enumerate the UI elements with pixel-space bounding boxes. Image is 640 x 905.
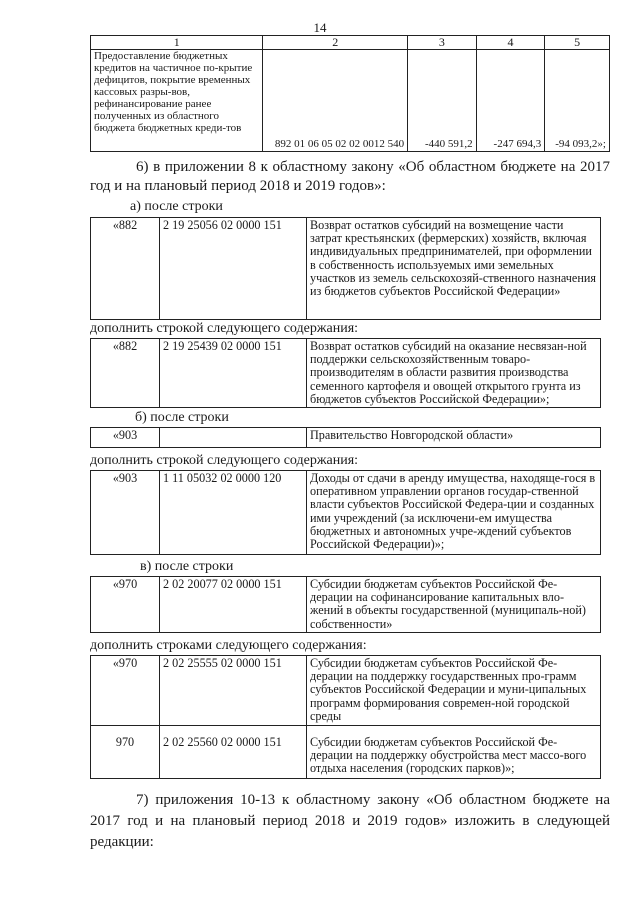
header-col-1: 1 [91, 36, 263, 50]
revenue-name: Субсидии бюджетам субъектов Российской Фе-дерации на софинансирование капитальных вло-жений в объекты государственной (муниципаль-ной) собственности» [307, 577, 601, 633]
table-row [91, 428, 601, 448]
item-7-text: 7) приложения 10-13 к областному закону «Об областном бюджете на 2017 год и на плановый период 2018 и 2019 годов» изложить в следующей редакции: [90, 792, 610, 850]
admin-code: 970 [91, 726, 160, 779]
admin-code: «903 [91, 471, 160, 555]
subitem-b-label: б) после строки [135, 410, 229, 425]
table-row [91, 50, 610, 152]
admin-code: «882 [91, 339, 160, 408]
table-row [91, 471, 601, 555]
page-number: 14 [313, 20, 327, 35]
header-col-4: 4 [476, 36, 545, 50]
revenue-code: 2 19 25056 02 0000 151 [160, 218, 307, 320]
table-v-new-rows [90, 655, 601, 779]
subitem-v-label: в) после строки [140, 559, 234, 574]
revenue-name: Возврат остатков субсидий на оказание несвязан-ной поддержки сельскохозяйственным товаро-производителям в области развития производства семенного картофеля и овощей открытого грунта из бюджетов субъектов Российской Федерации»; [307, 339, 601, 408]
revenue-name: Доходы от сдачи в аренду имущества, находяще-гося в оперативном управлении органов государ-ственной власти субъектов Российской Федера-ции и созданных ими учреждений (за исключени-ем имущества бюджетных и автономных учре-ждений субъектов Российской Федерации)»; [307, 471, 601, 555]
table-row [91, 339, 601, 408]
revenue-code: 2 02 25560 02 0000 151 [160, 726, 307, 779]
admin-code: «903 [91, 428, 160, 448]
table-v-existing-row [90, 576, 601, 633]
header-col-2: 2 [263, 36, 408, 50]
revenue-name: Возврат остатков субсидий на возмещение части затрат крестьянских (фермерских) хозяйств, включая индивидуальных предпринимателей, при оформлении в собственность используемых ими земельных участков из земель сельскохозяй-ственного назначения из бюджетов субъектов Российской Федерации» [307, 218, 601, 320]
table-a-new-row [90, 338, 601, 408]
table-row [91, 218, 601, 320]
header-col-5: 5 [545, 36, 610, 50]
table-header-row [91, 36, 610, 50]
table-row [91, 726, 601, 779]
revenue-code [160, 428, 307, 448]
budget-sources-table [90, 35, 610, 152]
revenue-code: 2 19 25439 02 0000 151 [160, 339, 307, 408]
subitem-a-label: а) после строки [130, 199, 223, 214]
header-col-3: 3 [408, 36, 477, 50]
table-a-existing-row [90, 217, 601, 320]
admin-code: «970 [91, 656, 160, 726]
row-value-2017: -440 591,2 [408, 50, 477, 152]
revenue-code: 2 02 25555 02 0000 151 [160, 656, 307, 726]
revenue-code: 1 11 05032 02 0000 120 [160, 471, 307, 555]
add-rows-instruction-v: дополнить строками следующего содержания: [90, 638, 367, 653]
row-description: Предоставление бюджетных кредитов на частичное по-крытие дефицитов, покрытие временных кассовых разры-вов, рефинансирование ранее полученных из областного бюджета бюджетных креди-тов [91, 50, 263, 152]
admin-code: «882 [91, 218, 160, 320]
row-code: 892 01 06 05 02 02 0012 540 [263, 50, 408, 152]
table-b-existing-row [90, 427, 601, 448]
revenue-name: Субсидии бюджетам субъектов Российской Фе-дерации на поддержку обустройства мест массо-вого отдыха населения (городских парков)»; [307, 726, 601, 779]
table-row [91, 656, 601, 726]
revenue-name: Правительство Новгородской области» [307, 428, 601, 448]
row-value-2019: -94 093,2»; [545, 50, 610, 152]
admin-code: «970 [91, 577, 160, 633]
add-row-instruction-b: дополнить строкой следующего содержания: [90, 453, 359, 468]
table-b-new-row [90, 470, 601, 555]
revenue-name: Субсидии бюджетам субъектов Российской Фе-дерации на поддержку государственных про-грамм субъектов Российской Федерации и муни-ципальных программ формирования современ-ной городской среды [307, 656, 601, 726]
item-6-intro: 6) в приложении 8 к областному закону «Об областном бюджете на 2017 год и на плановый период 2018 и 2019 годов»: [90, 159, 610, 194]
table-row [91, 577, 601, 633]
row-value-2018: -247 694,3 [476, 50, 545, 152]
revenue-code: 2 02 20077 02 0000 151 [160, 577, 307, 633]
add-row-instruction-a: дополнить строкой следующего содержания: [90, 321, 359, 336]
